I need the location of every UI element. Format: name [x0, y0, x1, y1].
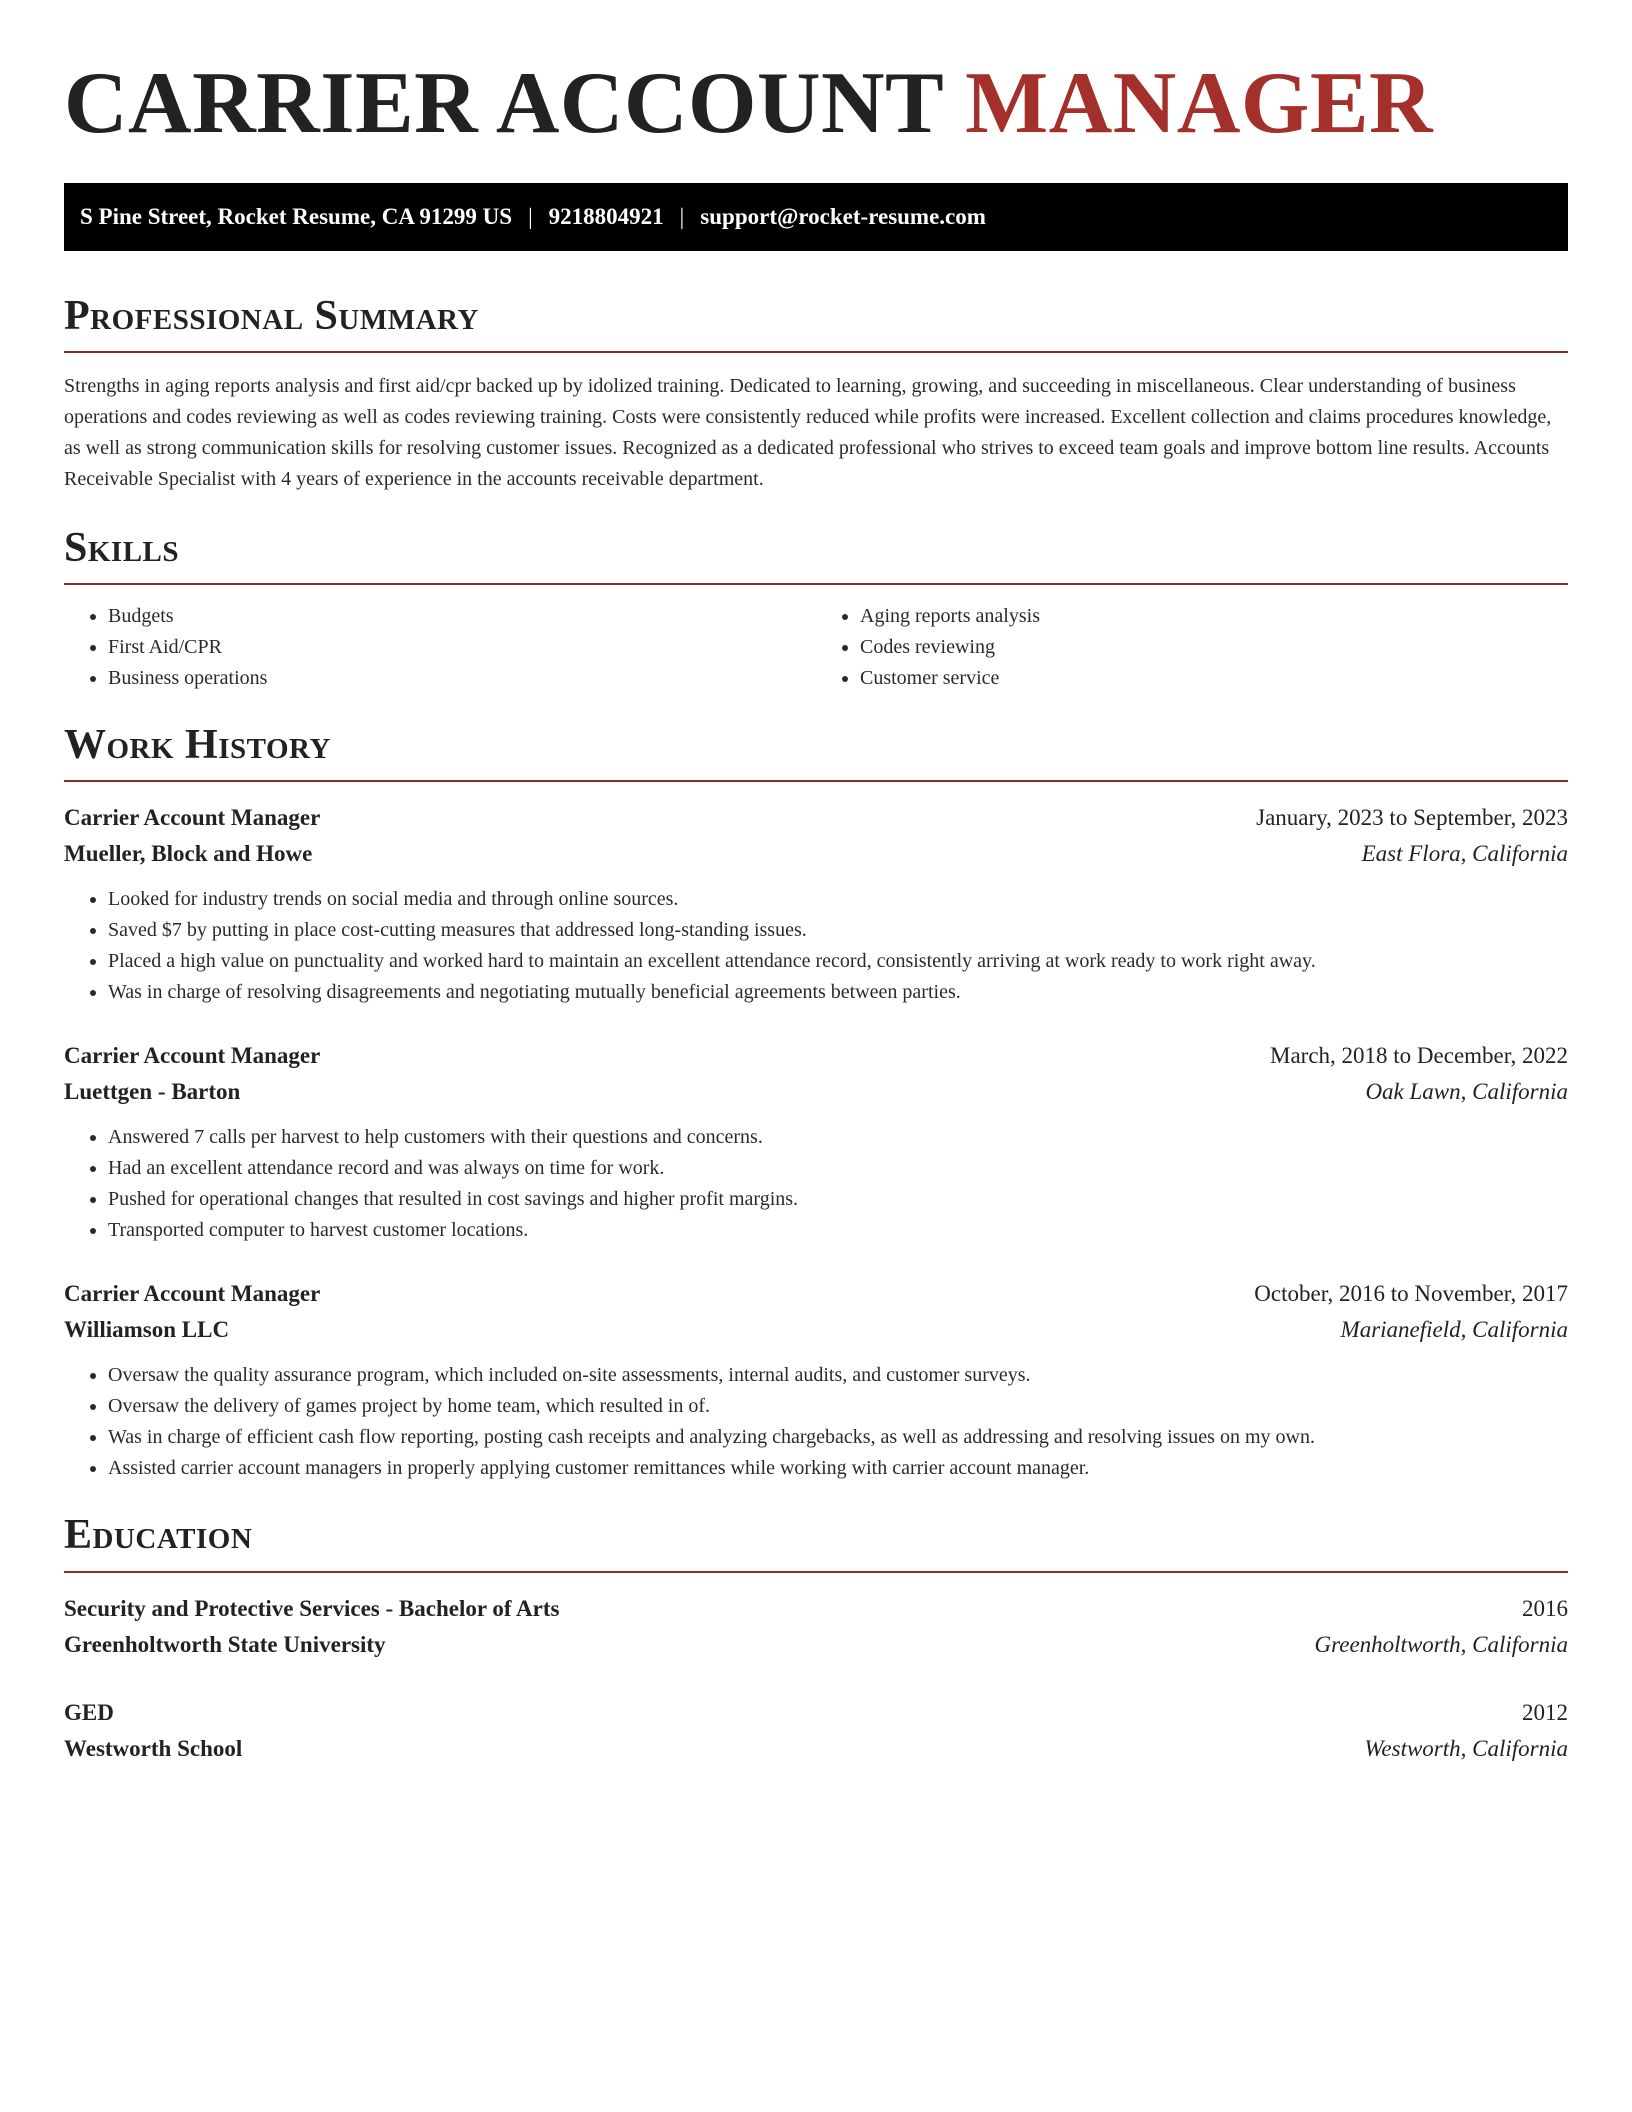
section-divider — [64, 1571, 1568, 1573]
skill-item: • Business operations — [108, 663, 816, 694]
summary-heading: Professional Summary — [64, 292, 479, 339]
job-header-row — [64, 800, 1568, 836]
skills-section — [64, 525, 1568, 694]
job-company: Williamson LLC — [64, 1317, 230, 1343]
skill-item: • Budgets — [108, 601, 816, 632]
education-location: Westworth, California — [1364, 1735, 1568, 1761]
job-company: Mueller, Block and Howe — [64, 841, 313, 867]
work-history-heading: Work History — [64, 722, 331, 769]
skill-item: • Customer service — [860, 663, 1568, 694]
contact-bar — [64, 183, 1568, 251]
contact-phone: 9218804921 — [548, 203, 664, 229]
job-company-row — [64, 1074, 1568, 1110]
job-bullet: • Looked for industry trends on social media and through online sources. — [108, 884, 1568, 915]
contact-address: S Pine Street, Rocket Resume, CA 91299 US — [80, 203, 513, 229]
education-degree: GED — [64, 1699, 114, 1725]
job-entry — [64, 1276, 1568, 1484]
summary-text: Strengths in aging reports analysis and first aid/cpr backed up by idolized training. Dedicated to learning, growing, and succeeding in miscellaneous. Clear understanding of business operations and codes reviewing as well as codes reviewing training. Costs were consistently reduced while profits were increased. Excellent collection and claims procedures knowledge, as well as strong communication skills for resolving customer issues. Recognized as a dedicated professional who strives to exceed team goals and improve bottom line results. Accounts Receivable Specialist with 4 years of experience in the accounts receivable department. — [64, 374, 1552, 490]
skills-list-right — [816, 601, 1568, 694]
job-bullet: • Was in charge of efficient cash flow reporting, posting cash receipts and analyzing chargebacks, as well as addressing and resolving issues on my own. — [108, 1422, 1568, 1453]
job-bullet: • Assisted carrier account managers in properly applying customer remittances while working with carrier account manager. — [108, 1453, 1568, 1484]
job-entry — [64, 1038, 1568, 1246]
title-first-part: CARRIER ACCOUNT — [64, 55, 943, 152]
job-bullets — [64, 1360, 1568, 1484]
job-bullet: • Pushed for operational changes that resulted in cost savings and higher profit margins. — [108, 1184, 1568, 1215]
education-entry — [64, 1695, 1568, 1767]
title-accent-part: MANAGER — [965, 55, 1434, 152]
job-bullet: • Transported computer to harvest customer locations. — [108, 1215, 1568, 1246]
job-dates: January, 2023 to September, 2023 — [1256, 805, 1568, 831]
job-header-row — [64, 1038, 1568, 1074]
job-bullets — [64, 884, 1568, 1008]
work-history-section — [64, 722, 1568, 1484]
job-company-row — [64, 836, 1568, 872]
job-bullet: • Placed a high value on punctuality and worked hard to maintain an excellent attendance record, consistently arriving at work ready to work right away. — [108, 946, 1568, 977]
job-bullet: • Answered 7 calls per harvest to help customers with their questions and concerns. — [108, 1122, 1568, 1153]
job-bullet: • Oversaw the quality assurance program, which included on-site assessments, internal audits, and customer surveys. — [108, 1360, 1568, 1391]
job-header-row — [64, 1276, 1568, 1312]
skill-item: • Codes reviewing — [860, 632, 1568, 663]
education-school-row — [64, 1731, 1568, 1767]
education-school-row — [64, 1627, 1568, 1663]
education-section — [64, 1512, 1568, 1766]
education-year: 2012 — [1522, 1699, 1568, 1725]
skill-item: • Aging reports analysis — [860, 601, 1568, 632]
job-title: Carrier Account Manager — [64, 1043, 321, 1069]
section-divider — [64, 780, 1568, 782]
job-company: Luettgen - Barton — [64, 1079, 241, 1105]
job-location: East Flora, California — [1361, 841, 1568, 867]
education-degree: Security and Protective Services - Bachelor of Arts — [64, 1595, 560, 1621]
job-bullet: • Saved $7 by putting in place cost-cutting measures that addressed long-standing issues. — [108, 915, 1568, 946]
education-heading: Education — [64, 1512, 253, 1559]
job-location: Oak Lawn, California — [1365, 1079, 1568, 1105]
education-degree-row — [64, 1695, 1568, 1731]
education-location: Greenholtworth, California — [1314, 1631, 1568, 1657]
contact-email: support@rocket-resume.com — [700, 203, 986, 229]
job-bullet: • Oversaw the delivery of games project by home team, which resulted in of. — [108, 1391, 1568, 1422]
job-title: Carrier Account Manager — [64, 1281, 321, 1307]
job-bullets — [64, 1122, 1568, 1246]
contact-separator: | — [679, 203, 685, 229]
job-entry — [64, 800, 1568, 1008]
job-dates: March, 2018 to December, 2022 — [1270, 1043, 1568, 1069]
section-divider — [64, 351, 1568, 353]
job-title: Carrier Account Manager — [64, 805, 321, 831]
education-year: 2016 — [1522, 1595, 1568, 1621]
skills-heading: Skills — [64, 524, 180, 571]
resume-title — [64, 56, 1568, 153]
skill-item: • First Aid/CPR — [108, 632, 816, 663]
education-school: Greenholtworth State University — [64, 1631, 386, 1657]
contact-separator: | — [528, 203, 533, 229]
job-company-row — [64, 1312, 1568, 1348]
education-degree-row — [64, 1591, 1568, 1627]
job-location: Marianefield, California — [1340, 1317, 1568, 1343]
education-entry — [64, 1591, 1568, 1663]
skills-list-left — [64, 601, 816, 694]
summary-section — [64, 293, 1568, 495]
section-divider — [64, 583, 1568, 585]
job-bullet: • Was in charge of resolving disagreements and negotiating mutually beneficial agreements between parties. — [108, 977, 1568, 1008]
job-dates: October, 2016 to November, 2017 — [1254, 1281, 1568, 1307]
job-bullet: • Had an excellent attendance record and was always on time for work. — [108, 1153, 1568, 1184]
skills-grid — [64, 601, 1568, 694]
education-school: Westworth School — [64, 1735, 243, 1761]
